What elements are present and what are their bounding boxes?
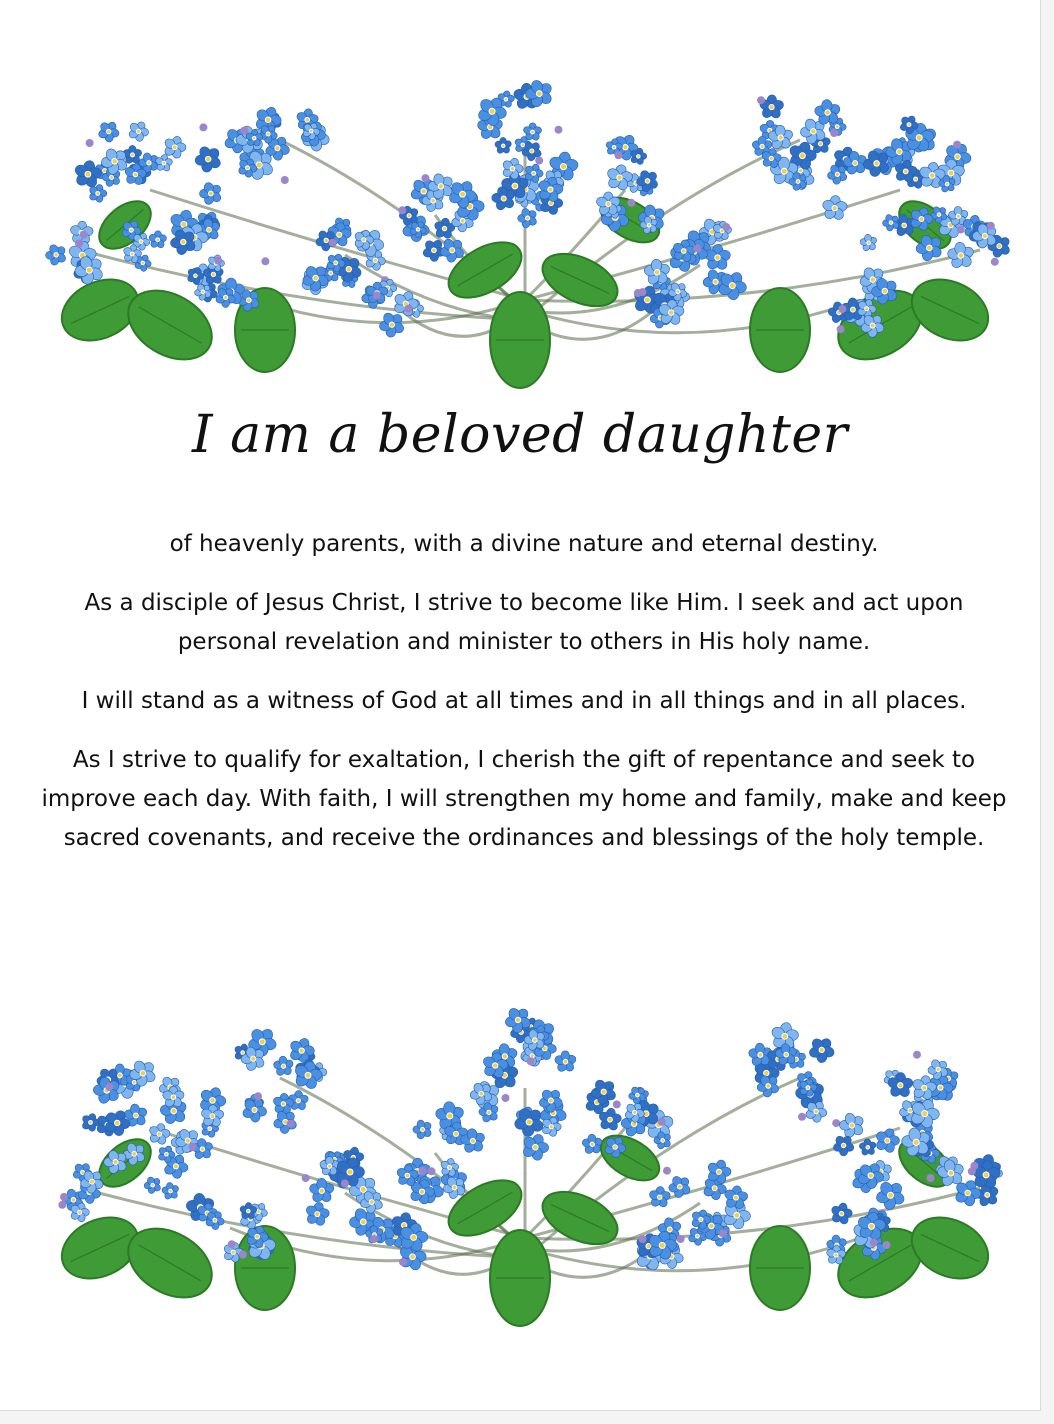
flower-bud (757, 96, 765, 104)
flower-bud (239, 1251, 247, 1259)
paragraph-2: As a disciple of Jesus Christ, I strive to become like Him. I seek and act upon personal revelation and minister to others in His holy name. (84, 590, 964, 655)
flower-bud (613, 1100, 621, 1108)
flower-center (162, 161, 166, 165)
flower-bud (199, 123, 207, 131)
flower-center (405, 1173, 410, 1178)
flower (302, 1200, 332, 1229)
flower (148, 230, 168, 249)
flower-center (657, 1195, 662, 1200)
flower (857, 231, 881, 255)
paragraph-1: of heavenly parents, with a divine nature and eternal destiny. (169, 531, 879, 557)
flower-bud (60, 1193, 68, 1201)
flower (40, 239, 71, 270)
flower-bud (302, 1174, 310, 1182)
flower-bud (399, 1258, 407, 1266)
flower-center (948, 170, 954, 176)
flower-center (88, 1120, 93, 1125)
body-text (40, 525, 1008, 878)
flower-center (296, 1099, 300, 1103)
page-title: I am a beloved daughter (192, 405, 848, 465)
flower-center (733, 1195, 739, 1201)
flower-bud (80, 231, 88, 239)
flower-bud (927, 1174, 935, 1182)
flower-center (501, 144, 506, 149)
flower-center (336, 232, 342, 238)
flower-bud (261, 257, 269, 265)
flower-bud (287, 1120, 295, 1128)
flower-center (769, 156, 774, 161)
flower-center (916, 134, 923, 141)
flower-center (531, 130, 535, 134)
flower-bud (228, 1240, 236, 1248)
flower-bud (693, 244, 701, 252)
flower (803, 1032, 840, 1069)
flower-bud (404, 305, 412, 313)
flower-bud (502, 1094, 510, 1102)
flower-bud (639, 288, 647, 296)
flower-bud (341, 1180, 349, 1188)
flower-center (453, 1131, 459, 1137)
flower (124, 117, 153, 145)
flower-center (636, 154, 640, 158)
flower-center (921, 1085, 927, 1091)
flower (647, 1186, 671, 1209)
flower (820, 194, 849, 222)
flower-center (606, 201, 611, 206)
flower-center (132, 1080, 137, 1085)
floral-border-image (40, 40, 1010, 390)
flower-bud (370, 1235, 378, 1243)
flower-center (832, 205, 838, 211)
flower-bud (240, 127, 248, 135)
flower-center (130, 252, 135, 257)
flower-bud (105, 1083, 113, 1091)
flower-bud (75, 240, 83, 248)
paragraph-3: I will stand as a witness of God at all times and in all things and in all places. (81, 688, 967, 714)
flower-bud (555, 126, 563, 134)
flower-center (903, 169, 909, 175)
flower (408, 1115, 436, 1144)
flower-bud (639, 1235, 647, 1243)
flower-center (521, 143, 525, 147)
flower-center (157, 1131, 162, 1136)
flower-center (133, 172, 138, 177)
flower-bud (883, 1241, 891, 1249)
flower-bud (838, 305, 846, 313)
flower-bud (957, 226, 965, 234)
flower-center (868, 1223, 875, 1230)
flower-bud (968, 1167, 976, 1175)
flower-bud (615, 151, 623, 159)
flower-bud (419, 1167, 427, 1175)
flower-bud (719, 1229, 727, 1237)
flower-bud (535, 157, 543, 165)
flower-bud (421, 174, 429, 182)
flower-bud (953, 141, 961, 149)
flower-center (715, 255, 721, 261)
flower-center (207, 1126, 212, 1131)
flower (189, 140, 228, 179)
bottom-floral-border (40, 978, 1010, 1328)
flower-center (913, 177, 918, 182)
flower-center (607, 1117, 612, 1122)
floral-border-image (40, 978, 1010, 1328)
flower (828, 1130, 859, 1161)
flower-center (171, 1095, 176, 1100)
flower-center (681, 248, 687, 254)
flower-center (983, 1172, 990, 1179)
flower-center (85, 171, 92, 178)
flower-center (252, 136, 256, 140)
top-floral-border (40, 40, 1010, 390)
flower-bud (677, 1235, 685, 1243)
flower-bud (428, 1167, 436, 1175)
flower-bud (798, 1113, 806, 1121)
flower-bud (86, 139, 94, 147)
flower-center (560, 163, 567, 170)
flower (517, 1130, 553, 1166)
flower-center (769, 104, 774, 109)
flower-center (442, 226, 447, 231)
flower-bud (987, 222, 995, 230)
flower-bud (189, 1143, 197, 1151)
flower-center (314, 1211, 320, 1217)
flower-bud (913, 1051, 921, 1059)
flower-bud (627, 199, 635, 207)
flower (140, 1173, 165, 1198)
flower-center (492, 1062, 498, 1068)
flower-center (281, 1101, 286, 1106)
flower-bud (214, 257, 222, 265)
flower-bud (329, 239, 337, 247)
flower (93, 117, 123, 147)
flower-center (447, 1165, 452, 1170)
flower-center (305, 117, 310, 122)
flower-bud (527, 1057, 535, 1065)
flower-center (834, 1253, 838, 1257)
flower (828, 1201, 856, 1228)
flower-center (839, 1211, 844, 1216)
flower-bud (832, 1119, 840, 1127)
flower-center (806, 1085, 811, 1090)
flower-center (668, 310, 674, 316)
flower-bud (281, 176, 289, 184)
flower-bud (722, 223, 730, 231)
flower-center (210, 1114, 215, 1119)
paragraph-4: As I strive to qualify for exaltation, I cherish the gift of repentance and seek to improve each day. With faith, I will strengthen my home and family, make and keep sacred covenants, and receive the ordinances and blessings of the holy temple. (41, 747, 1007, 851)
flower-bud (398, 206, 406, 214)
flower-bud (254, 1092, 262, 1100)
flower-center (612, 145, 616, 149)
flower-bud (991, 258, 999, 266)
flower-center (240, 1050, 245, 1055)
flower-center (616, 174, 622, 180)
flower-bud (830, 129, 838, 137)
flower-bud (373, 291, 381, 299)
flower-center (156, 238, 160, 242)
flower-center (95, 191, 100, 196)
flower-bud (658, 1118, 666, 1126)
flower-center (246, 1209, 250, 1213)
flower-bud (870, 1239, 878, 1247)
flower (145, 1121, 173, 1148)
flower-center (504, 97, 508, 101)
flower-center (929, 172, 935, 178)
flower-bud (837, 325, 845, 333)
flower (856, 1135, 879, 1159)
flower-bud (663, 1167, 671, 1175)
flower-center (898, 1083, 904, 1089)
flower-center (782, 1033, 789, 1040)
flower (158, 1179, 182, 1203)
flower-bud (58, 1201, 66, 1209)
